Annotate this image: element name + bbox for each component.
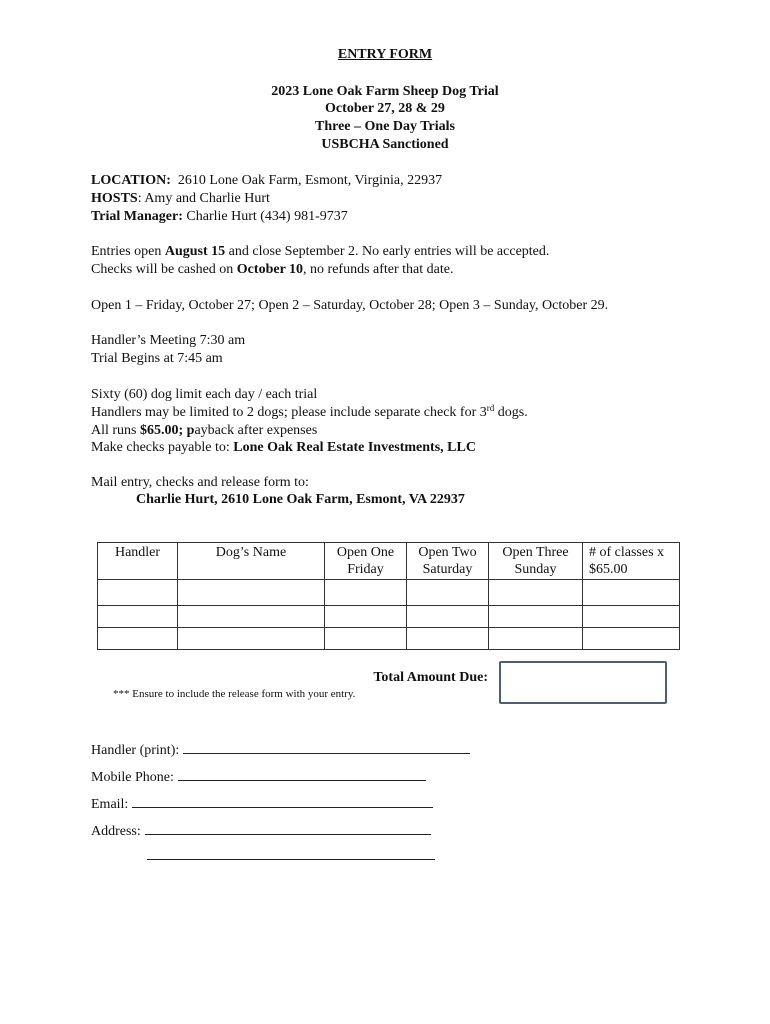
total-amount-label: Total Amount Due:: [373, 670, 488, 685]
address-line-2-input[interactable]: [147, 859, 435, 860]
classes-cell[interactable]: [583, 628, 680, 650]
handler-print-field: [91, 739, 470, 760]
run-fee-suffix: ayback after expenses: [194, 423, 318, 438]
entries-open-line: [91, 243, 549, 261]
payable-prefix: Make checks payable to:: [91, 440, 234, 455]
manager-label: Trial Manager:: [91, 209, 183, 224]
table-row: [98, 606, 680, 628]
handler-print-label: Handler (print):: [91, 743, 180, 758]
mobile-phone-field: [91, 766, 426, 787]
col-open-three-header: Open Three Sunday: [489, 543, 583, 580]
table-header-row: [98, 543, 680, 580]
dog-name-cell[interactable]: [178, 606, 325, 628]
classes-cell[interactable]: [583, 580, 680, 606]
total-amount-field[interactable]: [499, 661, 667, 704]
checks-cashed-prefix: Checks will be cashed on: [91, 262, 237, 277]
location-line: [91, 172, 442, 190]
payable-to: [91, 439, 476, 457]
open-one-cell[interactable]: [325, 606, 407, 628]
manager-line: [91, 208, 348, 226]
entries-open-suffix: and close September 2. No early entries will be accepted.: [225, 244, 550, 259]
col-open-two-header: Open Two Saturday: [407, 543, 489, 580]
location-label: LOCATION:: [91, 173, 171, 188]
col-open-one-header: Open One Friday: [325, 543, 407, 580]
handler-limit-suffix: dogs.: [494, 405, 528, 420]
open-one-cell[interactable]: [325, 628, 407, 650]
col-handler-header: Handler: [98, 543, 178, 580]
hosts-label: HOSTS: [91, 191, 138, 206]
trial-format: Three – One Day Trials: [315, 119, 455, 134]
table-row: [98, 628, 680, 650]
email-input[interactable]: [132, 793, 433, 808]
email-label: Email:: [91, 797, 129, 812]
handler-limit-text: Handlers may be limited to 2 dogs; please include separate check for 3: [91, 405, 487, 420]
event-name: 2023 Lone Oak Farm Sheep Dog Trial: [271, 84, 499, 99]
sanction: USBCHA Sanctioned: [321, 137, 449, 152]
dog-name-cell[interactable]: [178, 580, 325, 606]
payable-name: Lone Oak Real Estate Investments, LLC: [233, 440, 476, 455]
run-fee-amount: $65.00; p: [140, 423, 195, 438]
mobile-phone-input[interactable]: [178, 766, 426, 781]
dog-limit: Sixty (60) dog limit each day / each trial: [91, 387, 318, 402]
checks-cashed-suffix: , no refunds after that date.: [303, 262, 454, 277]
classes-cell[interactable]: [583, 606, 680, 628]
email-field: [91, 793, 433, 814]
run-fee: [91, 422, 317, 440]
manager-value: Charlie Hurt (434) 981-9737: [182, 209, 348, 224]
handler-print-input[interactable]: [183, 739, 470, 754]
address-input[interactable]: [145, 820, 431, 835]
handler-limit-sup: rd: [486, 403, 495, 413]
open-one-cell[interactable]: [325, 580, 407, 606]
entries-open-date: August 15: [164, 244, 226, 259]
mobile-phone-label: Mobile Phone:: [91, 770, 174, 785]
entries-open-prefix: Entries open: [91, 244, 165, 259]
open-three-cell[interactable]: [489, 580, 583, 606]
run-fee-prefix: All runs: [91, 423, 140, 438]
hosts-value: : Amy and Charlie Hurt: [137, 191, 270, 206]
table-row: [98, 580, 680, 606]
col-dog-name-header: Dog’s Name: [178, 543, 325, 580]
handler-cell[interactable]: [98, 628, 178, 650]
col-classes-header: # of classes x $65.00: [583, 543, 680, 580]
address-field: [91, 820, 431, 841]
open-three-cell[interactable]: [489, 628, 583, 650]
open-two-cell[interactable]: [407, 628, 489, 650]
event-dates: October 27, 28 & 29: [325, 101, 445, 116]
dog-name-cell[interactable]: [178, 628, 325, 650]
handlers-meeting: Handler’s Meeting 7:30 am: [91, 333, 246, 348]
open-two-cell[interactable]: [407, 580, 489, 606]
open-three-cell[interactable]: [489, 606, 583, 628]
trial-begins: Trial Begins at 7:45 am: [91, 351, 223, 366]
mail-address: Charlie Hurt, 2610 Lone Oak Farm, Esmont, VA 22937: [136, 492, 465, 507]
checks-cashed-date: October 10: [236, 262, 304, 277]
address-label: Address:: [91, 824, 141, 839]
handler-cell[interactable]: [98, 580, 178, 606]
release-form-note: *** Ensure to include the release form with your entry.: [113, 688, 356, 700]
handler-limit: [91, 404, 528, 422]
hosts-line: [91, 190, 270, 208]
entry-table: [97, 542, 680, 650]
handler-cell[interactable]: [98, 606, 178, 628]
opens-schedule: Open 1 – Friday, October 27; Open 2 – Saturday, October 28; Open 3 – Sunday, October 29.: [91, 298, 609, 313]
mail-intro: Mail entry, checks and release form to:: [91, 475, 309, 490]
form-title: ENTRY FORM: [337, 47, 433, 62]
checks-cashed-line: [91, 261, 453, 279]
location-value: 2610 Lone Oak Farm, Esmont, Virginia, 22937: [177, 173, 443, 188]
open-two-cell[interactable]: [407, 606, 489, 628]
